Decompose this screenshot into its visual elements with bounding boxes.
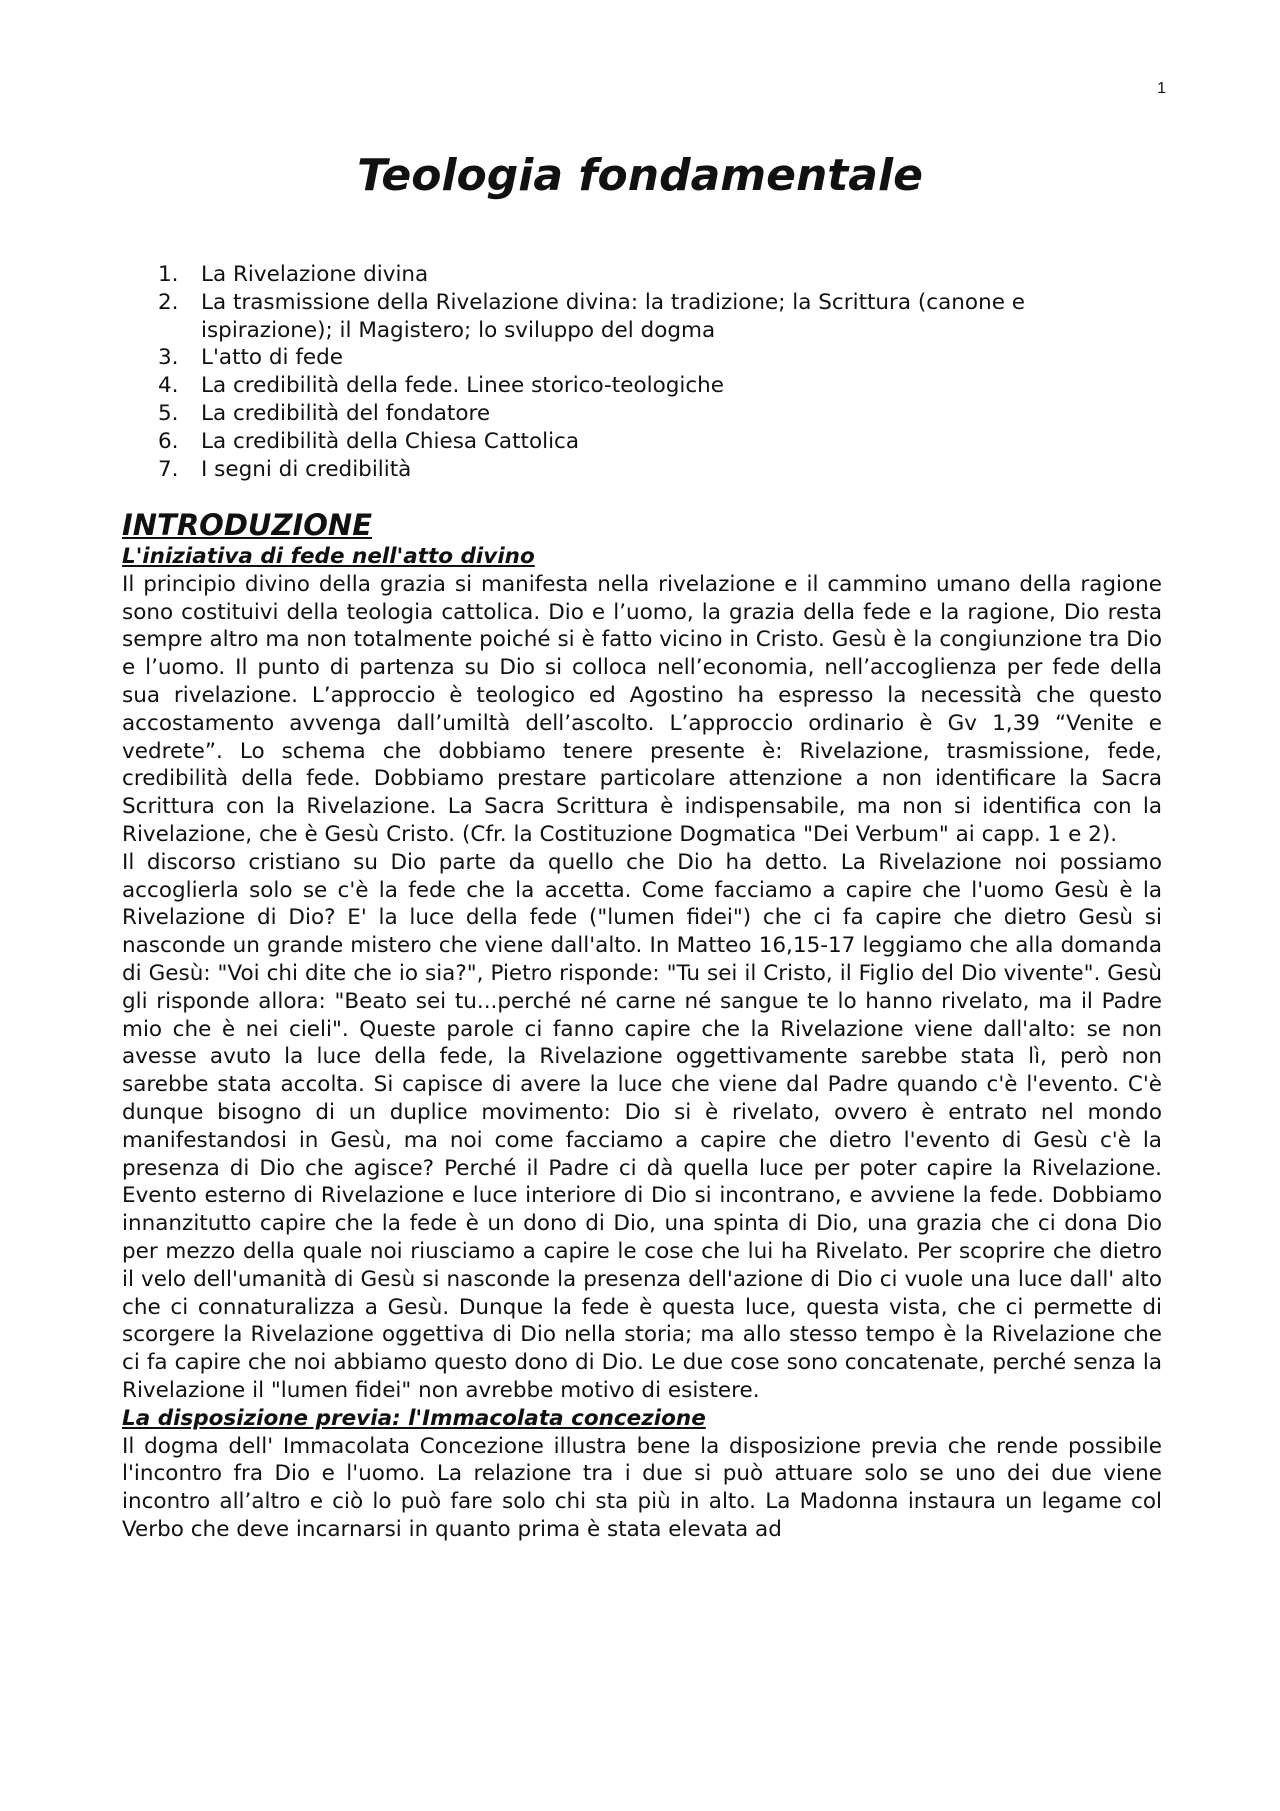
- toc-item: [158, 289, 1128, 345]
- page-number: 1: [1157, 80, 1166, 97]
- paragraph: Il principio divino della grazia si manifesta nella rivelazione e il cammino umano della ragione sono costituivi della teologia cattolica. Dio e l’uomo, la grazia della fede e la ragione, Dio resta sempre altro ma non totalmente poiché si è fatto vicino in Cristo. Gesù è la congiunzione tra Dio e l’uomo. Il punto di partenza su Dio si colloca nell’economia, nell’accoglienza per fede della sua rivelazione. L’approccio è teologico ed Agostino ha espresso la necessità che questo accostamento avvenga dall’umiltà dell’ascolto. L’approccio ordinario è Gv 1,39 “Venite e vedrete”. Lo schema che dobbiamo tenere presente è: Rivelazione, trasmissione, fede, credibilità della fede. Dobbiamo prestare particolare attenzione a non identificare la Sacra Scrittura con la Rivelazione. La Sacra Scrittura è indispensabile, ma non si identifica con la Rivelazione, che è Gesù Cristo. (Cfr. la Costituzione Dogmatica "Dei Verbum" ai capp. 1 e 2).: [122, 571, 1162, 847]
- toc-item-number: 2.: [158, 289, 179, 315]
- toc-item-number: 7.: [158, 456, 179, 482]
- paragraph: Il dogma dell' Immacolata Concezione illustra bene la disposizione previa che rende possibile l'incontro fra Dio e l'uomo. La relazione tra i due si può attuare solo se uno dei due viene incontro all’altro e ciò lo può fare solo chi sta più in alto. La Madonna instaura un legame col Verbo che deve incarnarsi in quanto prima è stata elevata ad: [122, 1433, 1162, 1542]
- toc-item: [158, 428, 1128, 456]
- toc-item-text: La credibilità della Chiesa Cattolica: [201, 428, 580, 454]
- toc-item-text: La trasmissione della Rivelazione divina: la tradizione; la Scrittura (canone e ispirazione); il Magistero; lo sviluppo del dogma: [201, 289, 1025, 343]
- toc-item-text: I segni di credibilità: [201, 456, 412, 482]
- section-heading: INTRODUZIONE: [122, 508, 372, 542]
- subsection-heading: L'iniziativa di fede nell'atto divino: [122, 544, 535, 569]
- subsection-heading: La disposizione previa: l'Immacolata concezione: [122, 1405, 706, 1431]
- toc-item: [158, 372, 1128, 400]
- toc-item: [158, 261, 1128, 289]
- paragraph: Il discorso cristiano su Dio parte da quello che Dio ha detto. La Rivelazione noi possiamo accoglierla solo se c'è la fede che la accetta. Come facciamo a capire che l'uomo Gesù è la Rivelazione di Dio? E' la luce della fede ("lumen fidei") che ci fa capire che dietro Gesù si nasconde un grande mistero che viene dall'alto. In Matteo 16,15-17 leggiamo che alla domanda di Gesù: "Voi chi dite che io sia?", Pietro risponde: "Tu sei il Cristo, il Figlio del Dio vivente". Gesù gli risponde allora: "Beato sei tu...perché né carne né sangue te lo hanno rivelato, ma il Padre mio che è nei cieli". Queste parole ci fanno capire che la Rivelazione viene dall'alto: se non avesse avuto la luce della fede, la Rivelazione oggettivamente sarebbe stata lì, però non sarebbe stata accolta. Si capisce di avere la luce che viene dal Padre quando c'è l'evento. C'è dunque bisogno di un duplice movimento: Dio si è rivelato, ovvero è entrato nel mondo manifestandosi in Gesù, ma noi come facciamo a capire che dietro l'evento di Gesù c'è la presenza di Dio che agisce? Perché il Padre ci dà quella luce per poter capire la Rivelazione. Evento esterno di Rivelazione e luce interiore di Dio si incontrano, e avviene la fede. Dobbiamo innanzitutto capire che la fede è un dono di Dio, una spinta di Dio, una grazia che ci dona Dio per mezzo della quale noi riusciamo a capire le cose che lui ha Rivelato. Per scoprire che dietro il velo dell'umanità di Gesù si nasconde la presenza dell'azione di Dio ci vuole una luce dall' alto che ci connaturalizza a Gesù. Dunque la fede è questa luce, questa vista, che ci permette di scorgere la Rivelazione oggettiva di Dio nella storia; ma allo stesso tempo è la Rivelazione che ci fa capire che noi abbiamo questo dono di Dio. Le due cose sono concatenate, perché senza la Rivelazione il "lumen fidei" non avrebbe motivo di esistere.: [122, 849, 1162, 1403]
- toc-item: [158, 344, 1128, 372]
- toc-item-number: 6.: [158, 428, 179, 454]
- document-body: [122, 507, 1162, 1544]
- toc-item-number: 3.: [158, 345, 179, 371]
- toc-item-number: 1.: [158, 262, 179, 287]
- toc-item-number: 5.: [158, 400, 179, 426]
- toc-item-text: La credibilità della fede. Linee storico-teologiche: [201, 373, 725, 399]
- toc-item: [158, 456, 1128, 484]
- toc-item: [158, 400, 1128, 428]
- toc-item-number: 4.: [158, 373, 179, 399]
- toc-item-text: La Rivelazione divina: [201, 262, 429, 287]
- document-title: Teologia fondamentale: [357, 150, 923, 201]
- toc-item-text: La credibilità del fondatore: [201, 400, 491, 426]
- toc-item-text: L'atto di fede: [201, 345, 344, 371]
- table-of-contents: [158, 261, 1128, 483]
